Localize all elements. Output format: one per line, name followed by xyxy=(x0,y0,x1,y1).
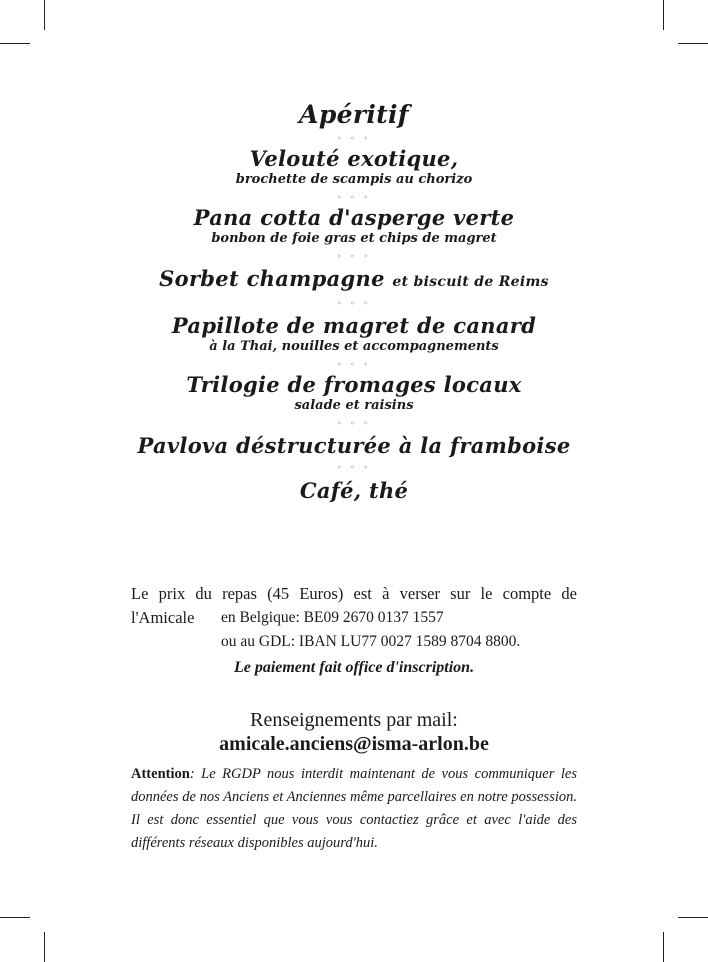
course-title: Papillote de magret de canard xyxy=(171,313,537,338)
separator: ◦ ◦ ◦ xyxy=(336,134,372,143)
course-subtitle: et biscuit de Reims xyxy=(392,274,549,290)
course-title: Trilogie de fromages locaux xyxy=(186,372,522,397)
contact-label: Renseignements par mail: xyxy=(250,709,458,731)
notice-text: : Le RGDP nous interdit maintenant de vous communiquer les données de nos Anciens et Anciennes même parcellaires en notre possession. Il est donc essentiel que vous vous contactiez grâce et avec l'aide des différents réseaux disponibles aujourd'hui. xyxy=(131,766,577,851)
payment-section xyxy=(131,582,577,680)
contact-email: amicale.anciens@isma-arlon.be xyxy=(219,733,489,755)
separator: ◦ ◦ ◦ xyxy=(336,193,372,202)
contact-info xyxy=(0,708,708,756)
course-title-line xyxy=(0,264,708,297)
crop-mark xyxy=(0,43,30,44)
separator: ◦ ◦ ◦ xyxy=(336,463,372,472)
course-title: Velouté exotique, xyxy=(249,146,459,171)
menu xyxy=(0,98,708,507)
crop-mark xyxy=(44,0,45,30)
course-subtitle: brochette de scampis au chorizo xyxy=(235,172,473,187)
crop-mark xyxy=(44,932,45,962)
separator: ◦ ◦ ◦ xyxy=(336,252,372,261)
course-subtitle: salade et raisins xyxy=(294,398,414,413)
separator: ◦ ◦ ◦ xyxy=(336,419,372,428)
crop-mark xyxy=(663,0,664,30)
gdpr-notice xyxy=(131,763,577,855)
course-title: Pavlova déstructurée à la framboise xyxy=(137,433,571,458)
payment-note: Le paiement fait office d'inscription. xyxy=(233,659,475,676)
course-title: Pana cotta d'asperge verte xyxy=(193,205,515,230)
menu-aperitif: Apéritif xyxy=(299,100,409,129)
bank-account-gdl: ou au GDL: IBAN LU77 0027 1589 8704 8800. xyxy=(221,633,521,650)
crop-mark xyxy=(0,917,30,918)
payment-line: Le prix du repas (45 Euros) est à verser sur le compte de xyxy=(131,584,577,603)
separator: ◦ ◦ ◦ xyxy=(336,360,372,369)
course-subtitle: bonbon de foie gras et chips de magret xyxy=(211,231,497,246)
notice-label: Attention xyxy=(131,766,190,782)
crop-mark xyxy=(678,917,708,918)
course-title: Sorbet champagne xyxy=(159,266,385,291)
crop-mark xyxy=(663,932,664,962)
bank-account-be: en Belgique: BE09 2670 0137 1557 xyxy=(221,609,444,626)
course-subtitle: à la Thai, nouilles et accompagnements xyxy=(209,339,499,354)
payment-label: l'Amicale xyxy=(131,608,195,627)
payment-line xyxy=(131,606,577,630)
crop-mark xyxy=(678,43,708,44)
course-title: Café, thé xyxy=(299,478,409,503)
separator: ◦ ◦ ◦ xyxy=(336,299,372,308)
